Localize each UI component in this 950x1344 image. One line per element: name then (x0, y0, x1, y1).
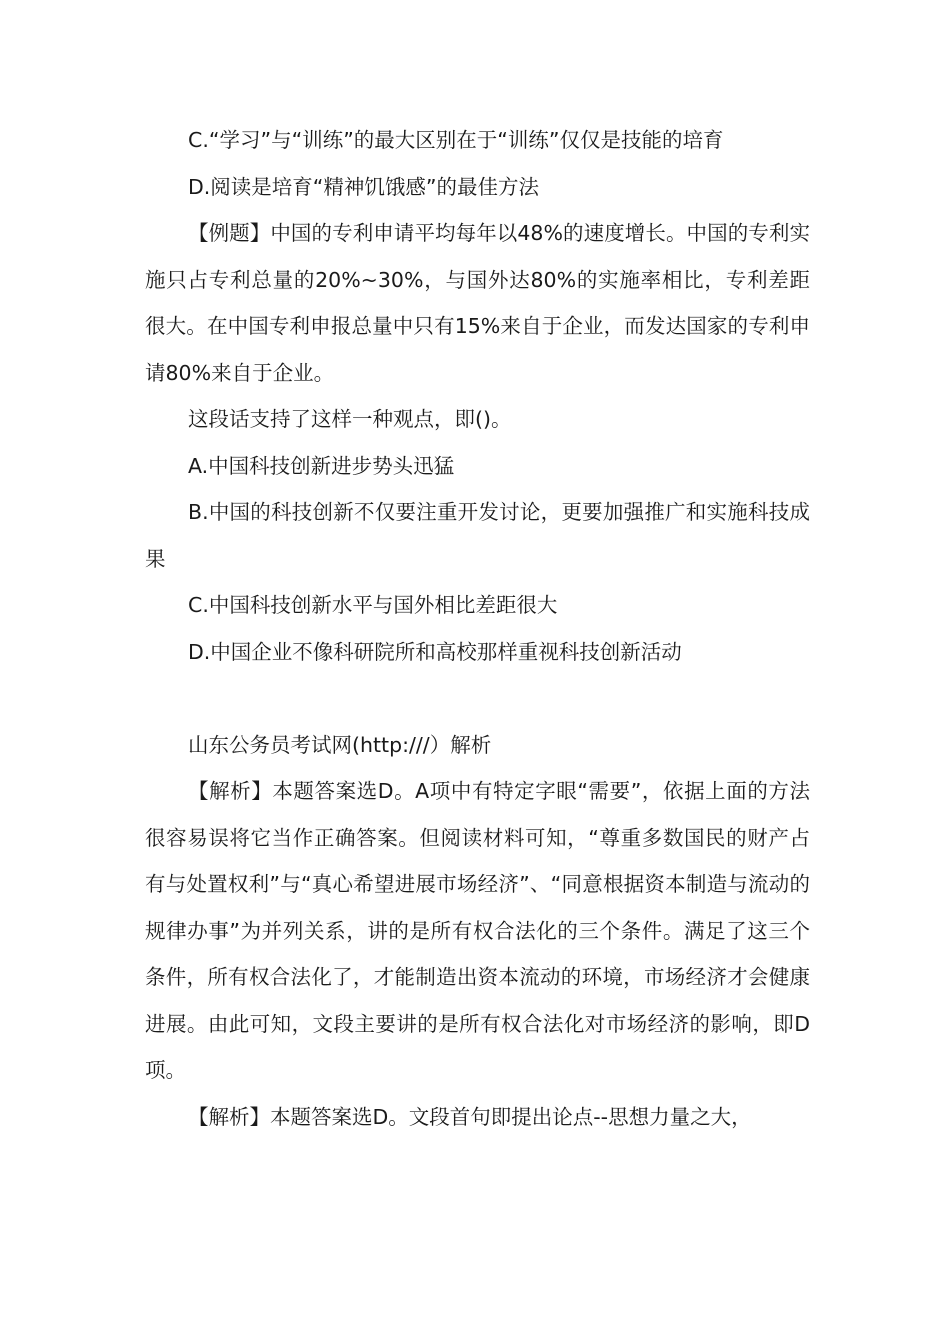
example-question: 【例题】中国的专利申请平均每年以48%的速度增长。中国的专利实施只占专利总量的20%~30%，与国外达80%的实施率相比，专利差距很大。在中国专利申报总量中只有15%来自于企业，而发达国家的专利申请80%来自于企业。 (145, 221, 810, 385)
option-b: B.中国的科技创新不仅要注重开发讨论，更要加强推广和实施科技成果 (145, 500, 810, 571)
option-c-learning: C.“学习”与“训练”的最大区别在于“训练”仅仅是技能的培育 (188, 128, 724, 152)
question-prompt: 这段话支持了这样一种观点，即()。 (188, 407, 512, 431)
option-d-reading: D.阅读是培育“精神饥饿感”的最佳方法 (188, 174, 540, 199)
document-body (145, 117, 810, 1140)
blank-line (145, 675, 810, 722)
analysis-paragraph: 【解析】本题答案选D。A项中有特定字眼“需要”，依据上面的方法很容易误将它当作正确答案。但阅读材料可知，“尊重多数国民的财产占有与处置权利”与“真心希望进展市场经济”、“同意根据资本制造与流动的规律办事”为并列关系，讲的是所有权合法化的三个条件。满足了这三个条件，所有权合法化了，才能制造出资本流动的环境，市场经济才会健康进展。由此可知，文段主要讲的是所有权合法化对市场经济的影响，即D项。 (145, 779, 810, 1082)
analysis-paragraph-2: 【解析】本题答案选D。文段首句即提出论点--思想力量之大， (188, 1104, 752, 1129)
option-d: D.中国企业不像科研院所和高校那样重视科技创新活动 (188, 639, 682, 664)
source-heading: 山东公务员考试网(http:///）解析 (188, 732, 492, 757)
option-c: C.中国科技创新水平与国外相比差距很大 (188, 593, 558, 617)
option-a: A.中国科技创新进步势头迅猛 (188, 453, 455, 478)
